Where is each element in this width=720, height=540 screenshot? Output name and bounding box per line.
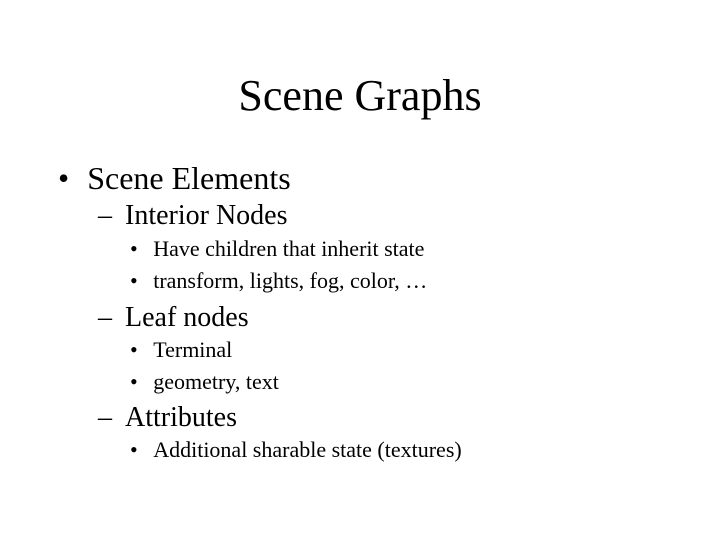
bullet-marker: • <box>130 369 138 394</box>
bullet-scene-elements <box>58 160 291 196</box>
point-text: geometry, text <box>153 369 279 394</box>
point-text: Terminal <box>153 337 233 362</box>
bullet-marker: • <box>130 268 138 293</box>
subbullet-text: Attributes <box>125 402 237 433</box>
dash-marker: – <box>98 402 112 433</box>
point-item <box>130 236 424 262</box>
point-text: Additional sharable state (textures) <box>153 437 462 462</box>
point-text: transform, lights, fog, color, … <box>153 268 428 293</box>
point-item <box>130 337 232 363</box>
point-item <box>130 437 462 463</box>
dash-marker: – <box>98 302 112 333</box>
subbullet-text: Interior Nodes <box>125 200 288 231</box>
slide-title: Scene Graphs <box>238 71 482 120</box>
bullet-marker: • <box>130 236 138 261</box>
point-item <box>130 268 427 294</box>
subbullet-leaf-nodes <box>98 302 249 334</box>
point-item <box>130 369 279 395</box>
subbullet-interior-nodes <box>98 200 288 232</box>
point-text: Have children that inherit state <box>153 236 425 261</box>
dash-marker: – <box>98 200 112 231</box>
bullet-text: Scene Elements <box>87 160 291 196</box>
bullet-marker: • <box>58 160 70 196</box>
subbullet-text: Leaf nodes <box>125 302 249 333</box>
subbullet-attributes <box>98 402 237 434</box>
bullet-marker: • <box>130 337 138 362</box>
bullet-marker: • <box>130 437 138 462</box>
